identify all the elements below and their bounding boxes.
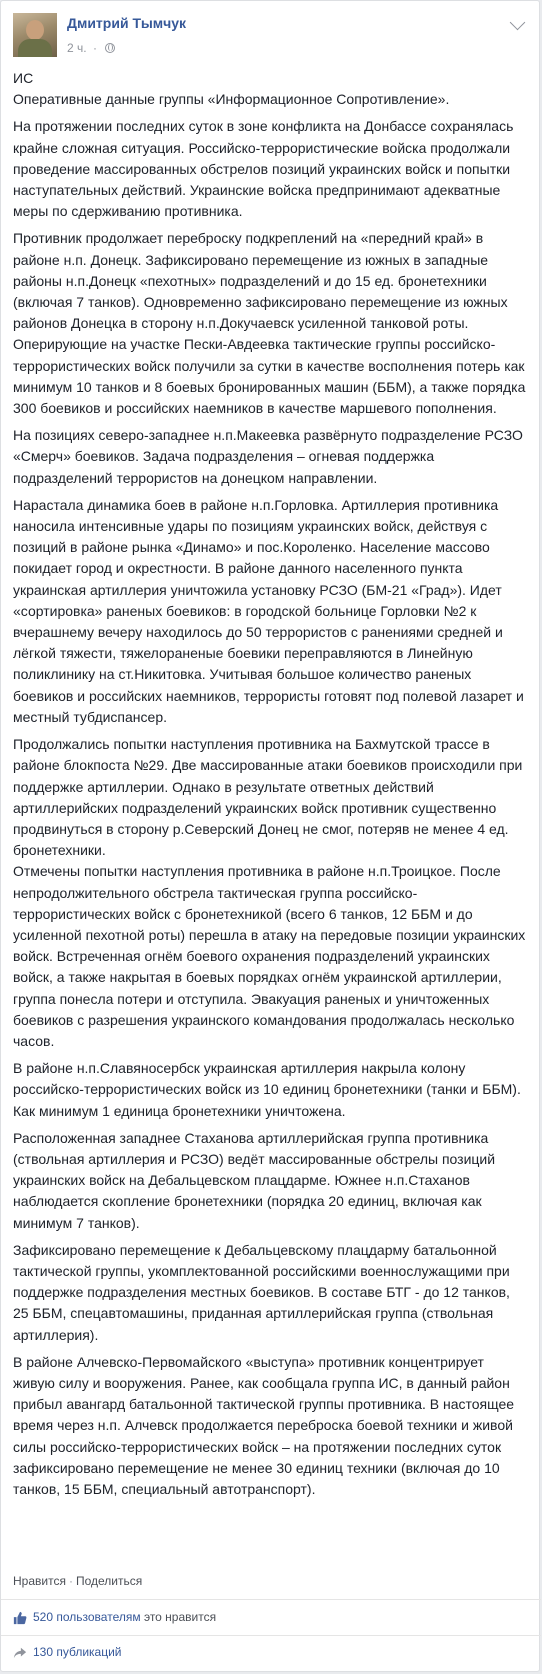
likes-suffix: это нравится (143, 1610, 217, 1624)
avatar-body (18, 39, 52, 57)
author-name[interactable]: Дмитрий Тымчук (67, 15, 187, 31)
post-paragraph: На позициях северо-западнее н.п.Макеевка развёрнуто подразделение РСЗО «Смерч» боевиков. Задача подразделения – огневая поддержка подразделений террористов на донецком направлении. (13, 427, 523, 486)
likes-summary (13, 1610, 216, 1625)
like-link[interactable]: Нравится (13, 1574, 66, 1588)
post-meta (67, 40, 115, 55)
share-arrow-icon (13, 1646, 27, 1660)
post-paragraph: Противник продолжает переброску подкреплений на «передний край» в районе н.п. Донецк. Зафиксировано перемещение из южных в западные районы н.п.Донецк «пехотных» подразделений и до 15 ед. бронетехники (включая 7 танков). Одновременно зафиксировано перемещение из южных районов Донецка в сторону н.п.Докучаевск усиленной танковой роты. Оперирующие на участке Пески-Авдеевка тактические группы российско-террористических войск получили за сутки в качестве восполнения потерь как минимум 10 танков и 8 боевых бронированных машин (ББМ), а также порядка 300 боевиков и российских наемников в качестве маршевого пополнения. (13, 230, 526, 417)
post-paragraph: В районе Алчевско-Первомайского «выступа» противник концентрирует живую силу и вооружения. Ранее, как сообщала группа ИС, в данный район прибыл авангард батальонной тактической группы противника. В настоящее время через н.п. Алчевск продолжается переброска боевой техники и живой силы российско-террористических войск – на протяжении последних суток зафиксировано перемещение не менее 30 единиц техники (включая до 10 танков, 15 ББМ, специальный автотранспорт). (13, 1353, 515, 1497)
shares-summary (13, 1645, 122, 1660)
share-link[interactable]: Поделиться (75, 1574, 143, 1588)
actions-separator: · (68, 1574, 73, 1588)
globe-icon[interactable] (105, 43, 115, 53)
post-paragraph: На протяжении последних суток в зоне конфликта на Донбассе сохранялась крайне сложная ситуация. Российско-террористические войска продолжали проведение массированных обстрелов позиций украинских войск и попытки наступательных действий. Украинские войска предпринимают адекватные меры по сдерживанию противника. (13, 118, 514, 220)
divider (1, 1635, 541, 1636)
divider (1, 1599, 541, 1600)
post-text (13, 68, 529, 1506)
post-time[interactable]: 2 ч. (67, 40, 87, 55)
post-paragraph: ИС Оперативные данные группы «Информационное Сопротивление». (13, 70, 450, 108)
thumbs-up-icon (13, 1611, 27, 1625)
post-paragraph: Зафиксировано перемещение к Дебальцевскому плацдарму батальонной тактической группы, укомплектованной российскими военнослужащими при поддержке подразделения местных боевиков. В составе БТГ - до 12 танков, 25 ББМ, спецавтомашины, приданная артиллерийская группа (ствольная артиллерия). (13, 1241, 510, 1343)
chevron-down-icon[interactable] (510, 15, 526, 31)
avatar-head (26, 20, 44, 40)
likes-count[interactable]: 520 пользователям (33, 1610, 141, 1624)
post-paragraph: Расположенная западнее Стаханова артиллерийская группа противника (ствольная артиллерия и РСЗО) ведёт массированные обстрелы позиций украинских войск на Дебальцевском плацдарме. Южнее н.п.Стаханов наблюдается скопление бронетехники (порядка 20 единиц, включая как минимум 7 танков). (13, 1129, 496, 1231)
meta-separator: · (92, 40, 97, 55)
post-paragraph: Нарастала динамика боев в районе н.п.Горловка. Артиллерия противника наносила интенсивные удары по позициям украинских войск, действуя с позиций в районе рынка «Динамо» и пос.Короленко. Население массово покидает город и окрестности. В районе данного населенного пункта украинская артиллерия уничтожила установку РСЗО (БМ-21 «Град»). Идет «сортировка» раненых боевиков: в городской больнице Горловки №2 к вчерашнему вечеру находилось до 50 террористов с ранениями средней и лёгкой тяжести, тяжелораненые боевики переправляются в Линейную поликлинику на ст.Никитовка. Учитывая большое количество раненых боевиков и российских наемников, террористы готовят под полевой лазарет и местный тубдиспансер. (13, 496, 524, 725)
avatar[interactable] (13, 13, 57, 57)
post-actions (13, 1574, 142, 1588)
shares-count[interactable]: 130 публикаций (33, 1645, 122, 1659)
post-paragraph: Продолжались попытки наступления противника на Бахмутской трассе в районе блокпоста №29. Две массированные атаки боевиков происходили при поддержке артиллерии. Однако в результате ответных действий артиллерийских подразделений украинских войск противник существенно продвинуться в сторону р.Северский Донец не смог, потеряв не менее 4 ед. бронетехники. Отмечены попытки наступления противника в районе н.п.Троицкое. После непродолжительного обстрела тактическая группа российско-террористических войск с бронетехникой (всего 6 танков, 12 ББМ и до усиленной пехотной роты) перешла в атаку на передовые позиции украинских войск. Встреченная огнём боевого охранения подразделений украинских войск, а также накрытая в боевых порядках огнём украинской артиллерии, группа понесла потери и отступила. Эвакуация раненых и уничтоженных боевиков с разрешения украинского командования продолжалась несколько часов. (13, 736, 526, 1049)
post-paragraph: В районе н.п.Славяносербск украинская артиллерия накрыла колону российско-террористических войск из 10 единиц бронетехники (танки и ББМ). Как минимум 1 единица бронетехники уничтожена. (13, 1060, 521, 1119)
post-header (13, 13, 529, 61)
